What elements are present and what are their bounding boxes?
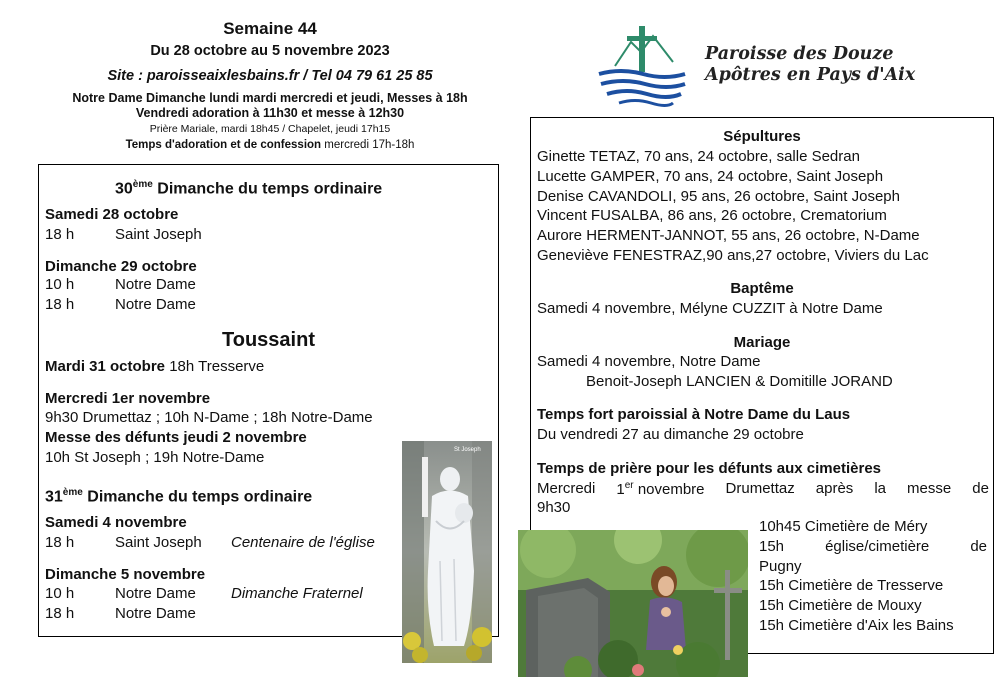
tue31-detail: 18h Tresserve <box>165 358 265 375</box>
place: Saint Joseph <box>115 226 202 243</box>
sunday30-number: 30 <box>115 180 133 198</box>
masses-schedule-line1: Notre Dame Dimanche lundi mardi mercredi et jeudi, Messes à 18h <box>72 91 468 105</box>
laus-heading: Temps fort paroissial à Notre Dame du Laus <box>537 406 851 423</box>
adoration-label: Temps d'adoration et de confession <box>125 139 322 151</box>
word: de <box>970 538 987 555</box>
word: 15h <box>759 538 785 555</box>
word: église/cimetière <box>825 538 930 555</box>
sepulture-item: Aurore HERMENT-JANNOT, 55 ans, 26 octobre, N-Dame <box>537 227 920 244</box>
laus-detail: Du vendredi 27 au dimanche 29 octobre <box>537 426 804 443</box>
wed1-heading: Mercredi 1er novembre <box>45 390 211 407</box>
note: Dimanche Fraternel <box>231 585 363 602</box>
tue31-date: Mardi 31 octobre <box>45 358 166 375</box>
mariage-couple: Benoit-Joseph LANCIEN & Domitille JORAND <box>586 373 893 390</box>
time: 18 h <box>45 534 75 551</box>
sunday31-title: Dimanche du temps ordinaire <box>82 488 313 506</box>
place: Saint Joseph <box>115 534 202 551</box>
site-and-phone: Site : paroisseaixlesbains.fr / Tel 04 79 61 25 85 <box>107 68 433 84</box>
sat28-mass <box>45 226 485 244</box>
sunday30-title: Dimanche du temps ordinaire <box>152 180 383 198</box>
month: novembre <box>637 481 705 498</box>
cimetiere-item: 15h Cimetière de Tresserve <box>759 577 944 594</box>
sunday30-heading <box>115 179 382 198</box>
sun29-mass1 <box>45 276 485 294</box>
cimetiere-item: 10h45 Cimetière de Méry <box>759 518 928 535</box>
bapteme-heading: Baptême <box>730 280 794 297</box>
sunday31-heading <box>45 487 312 506</box>
sepulture-item: Vincent FUSALBA, 86 ans, 26 octobre, Crematorium <box>537 207 887 224</box>
time: 10 h <box>45 585 75 602</box>
mariage-detail: Samedi 4 novembre, Notre Dame <box>537 353 761 370</box>
mariage-heading: Mariage <box>733 334 791 351</box>
time: 18 h <box>45 296 75 313</box>
sepulture-item: Lucette GAMPER, 70 ans, 24 octobre, Saint Joseph <box>537 168 884 185</box>
cemetery-prayer-photo <box>518 530 748 677</box>
place: Notre Dame <box>115 296 196 313</box>
ordinal: 1 <box>616 481 625 498</box>
sat28-heading: Samedi 28 octobre <box>45 206 179 223</box>
sun5-heading: Dimanche 5 novembre <box>45 566 206 583</box>
sepulture-item: Geneviève FENESTRAZ,90 ans,27 octobre, Viviers du Lac <box>537 247 929 264</box>
wed1-detail: 9h30 Drumettaz ; 10h N-Dame ; 18h Notre-Dame <box>45 409 373 426</box>
week-title: Semaine 44 <box>223 19 317 38</box>
cross-waves-logo-icon <box>597 22 687 110</box>
sepultures-heading: Sépultures <box>723 128 801 145</box>
cimetiere-item-cont: Pugny <box>759 558 802 575</box>
sat4-heading: Samedi 4 novembre <box>45 514 187 531</box>
cimetieres-line1 <box>537 480 989 498</box>
cimetiere-item <box>759 538 987 555</box>
word <box>616 480 704 498</box>
cimetiere-item: 15h Cimetière d'Aix les Bains <box>759 617 954 634</box>
ordinal-sup: er <box>624 480 634 491</box>
sepulture-item: Ginette TETAZ, 70 ans, 24 octobre, salle Sedran <box>537 148 860 165</box>
cimetiere-item: 15h Cimetière de Mouxy <box>759 597 922 614</box>
cimetieres-heading: Temps de prière pour les défunts aux cimetières <box>537 460 882 477</box>
defunts-heading: Messe des défunts jeudi 2 novembre <box>45 429 307 446</box>
time: 10 h <box>45 276 75 293</box>
masses-schedule-line2: Vendredi adoration à 11h30 et messe à 12h30 <box>135 106 405 120</box>
parish-name-line1: Paroisse des Douze <box>705 44 894 64</box>
bapteme-detail: Samedi 4 novembre, Mélyne CUZZIT à Notre Dame <box>537 300 883 317</box>
word: messe <box>907 480 952 497</box>
word: la <box>874 480 887 497</box>
sepulture-item: Denise CAVANDOLI, 95 ans, 26 octobre, Saint Joseph <box>537 188 900 205</box>
word: Drumettaz <box>725 480 795 497</box>
toussaint-heading: Toussaint <box>222 329 315 351</box>
tue31-line <box>45 358 264 375</box>
time: 18 h <box>45 605 75 622</box>
st-joseph-statue-photo <box>402 441 492 663</box>
adoration-time: mercredi 17h-18h <box>321 139 415 151</box>
sun29-mass2 <box>45 296 485 314</box>
sunday31-sup: ème <box>62 487 83 498</box>
week-dates: Du 28 octobre au 5 novembre 2023 <box>150 43 390 59</box>
place: Notre Dame <box>115 585 196 602</box>
place: Notre Dame <box>115 276 196 293</box>
defunts-detail: 10h St Joseph ; 19h Notre-Dame <box>45 449 265 466</box>
parish-name <box>705 44 915 86</box>
place: Notre Dame <box>115 605 196 622</box>
note: Centenaire de l'église <box>231 534 375 551</box>
sunday30-sup: ème <box>132 179 153 190</box>
adoration-schedule <box>20 139 520 151</box>
word: Mercredi <box>537 480 596 497</box>
parish-name-line2: Apôtres en Pays d'Aix <box>705 65 916 85</box>
word: de <box>972 480 989 497</box>
prayer-schedule: Prière Mariale, mardi 18h45 / Chapelet, jeudi 17h15 <box>149 123 391 135</box>
word: après <box>815 480 854 497</box>
cimetieres-line2: 9h30 <box>537 499 571 516</box>
sunday31-number: 31 <box>45 488 63 506</box>
sun29-heading: Dimanche 29 octobre <box>45 258 197 275</box>
time: 18 h <box>45 226 75 243</box>
photo-caption: St Joseph <box>454 447 481 453</box>
